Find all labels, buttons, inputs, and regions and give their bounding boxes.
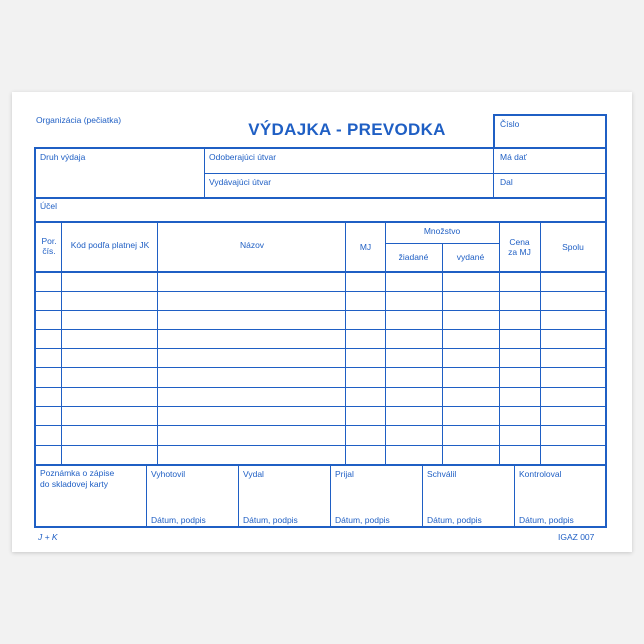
col-line-4: [385, 222, 386, 465]
col-total-header: Spolu: [562, 242, 584, 252]
note-line2: do skladovej karty: [40, 479, 109, 489]
date-signature-checked: Dátum, podpis: [519, 515, 574, 525]
col-price-line2: za MJ: [508, 247, 531, 257]
expense-type-label: Druh výdaja: [40, 152, 86, 162]
table-row: [34, 348, 607, 349]
col-unit-header: MJ: [359, 242, 372, 252]
form-sheet: [12, 92, 632, 552]
prepared-label: Vyhotovil: [151, 469, 186, 479]
received-label: Prijal: [335, 469, 354, 479]
col-no-line2: čís.: [42, 246, 56, 256]
info-bottom-line: [34, 197, 607, 199]
table-row: [34, 310, 607, 311]
table-bottom: [34, 464, 607, 466]
date-signature-approved: Dátum, podpis: [427, 515, 482, 525]
number-label: Číslo: [500, 119, 520, 129]
col-line-7: [540, 222, 541, 465]
frame-top: [34, 147, 607, 149]
col-price-line1: Cena: [509, 237, 530, 247]
footer-divider-3: [330, 465, 331, 527]
date-signature-prepared: Dátum, podpis: [151, 515, 206, 525]
table-row: [34, 445, 607, 446]
credit-label: Dal: [500, 177, 513, 187]
table-row: [34, 367, 607, 368]
table-row: [34, 291, 607, 292]
number-box-left: [493, 114, 495, 148]
purpose-label: Účel: [40, 201, 58, 211]
footer-divider-5: [514, 465, 515, 527]
form-title: VÝDAJKA - PREVODKA: [248, 120, 446, 139]
frame-left: [34, 147, 36, 528]
table-row: [34, 406, 607, 407]
approved-label: Schválil: [427, 469, 457, 479]
date-signature-issued: Dátum, podpis: [243, 515, 298, 525]
issuing-unit-label: Vydávajúci útvar: [209, 177, 272, 187]
form-code: IGAZ 007: [558, 532, 595, 542]
table-header-bottom: [34, 271, 607, 273]
date-signature-received: Dátum, podpis: [335, 515, 390, 525]
col-issued-header: vydané: [456, 252, 485, 262]
col-line-6: [499, 222, 500, 465]
purpose-bottom-line: [34, 221, 607, 223]
table-row: [34, 387, 607, 388]
organization-label: Organizácia (pečiatka): [36, 115, 122, 125]
col-no-line1: Por.: [41, 236, 57, 246]
debit-label: Má dať: [500, 152, 527, 162]
table-row: [34, 329, 607, 330]
footer-divider-1: [146, 465, 147, 527]
number-box-right: [605, 114, 607, 148]
checked-label: Kontroloval: [519, 469, 562, 479]
footer-divider-4: [422, 465, 423, 527]
col-line-3: [345, 222, 346, 465]
col-name-header: Názov: [239, 240, 265, 250]
col-line-2: [157, 222, 158, 465]
info-mid-line: [204, 173, 606, 174]
left-code: J + K: [38, 532, 58, 542]
col-line-5: [442, 244, 443, 465]
frame-bottom: [34, 526, 607, 528]
frame-right: [605, 147, 607, 528]
col-line-1: [61, 222, 62, 465]
footer-divider-2: [238, 465, 239, 527]
number-box-top: [493, 114, 607, 116]
note-line1: Poznámka o zápise: [40, 468, 115, 478]
issued-label: Vydal: [243, 469, 264, 479]
col-code-header: Kód podľa platnej JK: [70, 240, 150, 250]
col-quantity-header: Množstvo: [423, 226, 461, 236]
col-requested-header: žiadané: [398, 252, 429, 262]
receiving-unit-label: Odoberajúci útvar: [209, 152, 277, 162]
table-row: [34, 425, 607, 426]
